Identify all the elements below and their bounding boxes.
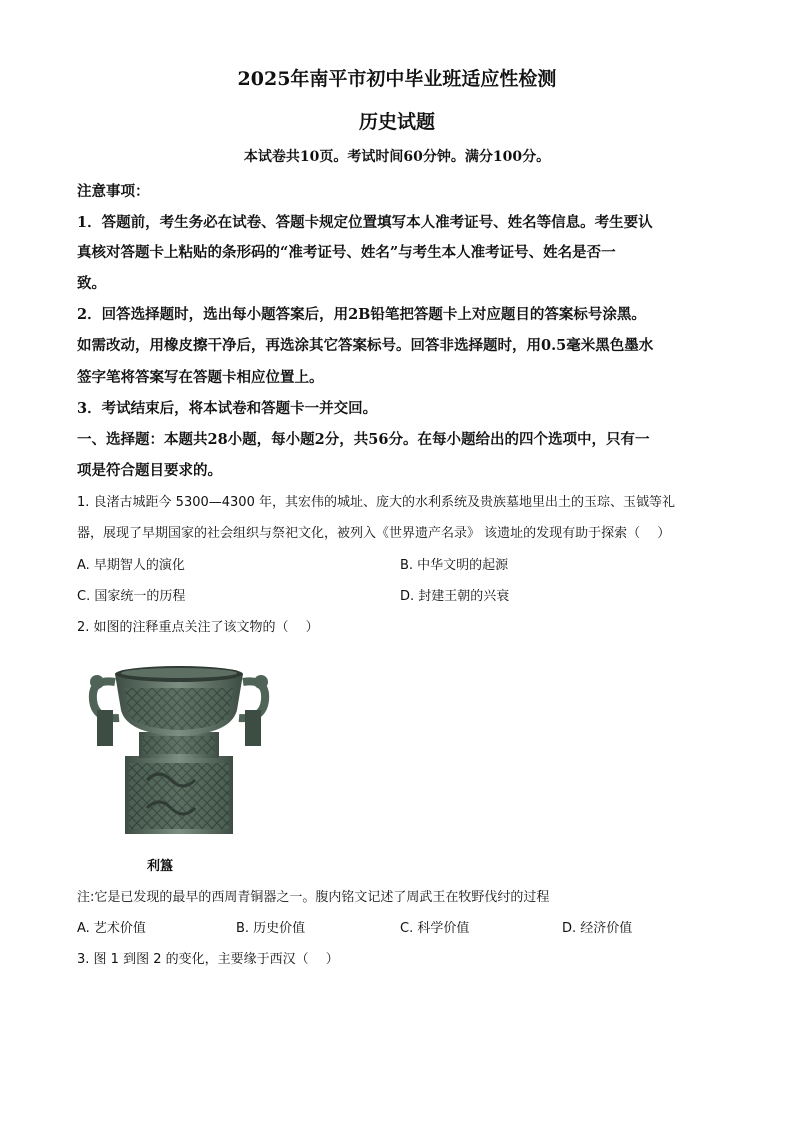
question-3-stem: 3. 图 1 到图 2 的变化，主要缘于西汉（ ）	[77, 952, 339, 967]
notice-line: 3．考试结束后，将本试卷和答题卡一并交回。	[77, 400, 378, 417]
question-1-stem: 1. 良渚古城距今 5300—4300 年，其宏伟的城址、庞大的水利系统及贵族墓地里出土的玉琮、玉钺等礼	[77, 495, 675, 510]
notice-line: 2．回答选择题时，选出每小题答案后，用2B铅笔把答题卡上对应题目的答案标号涂黑。	[77, 306, 646, 323]
question-2-option-a[interactable]: A. 艺术价值	[77, 921, 146, 936]
exam-meta: 本试卷共10页。考试时间60分钟。满分100分。	[243, 149, 551, 165]
question-2-option-d[interactable]: D. 经济价值	[562, 921, 633, 936]
li-gui-bronze-image	[77, 648, 271, 836]
question-2-stem: 2. 如图的注释重点关注了该文物的（ ）	[77, 620, 319, 635]
page-subtitle: 历史试题	[358, 111, 435, 133]
notice-line: 1．答题前，考生务必在试卷、答题卡规定位置填写本人准考证号、姓名等信息。考生要认	[77, 214, 653, 231]
notice-heading: 注意事项：	[77, 183, 150, 200]
section-heading: 一、选择题：本题共28小题，每小题2分，共56分。在每小题给出的四个选项中，只有一	[77, 431, 650, 448]
notice-line: 真核对答题卡上粘贴的条形码的“准考证号、姓名”与考生本人准考证号、姓名是否一	[77, 244, 616, 261]
question-2-option-c[interactable]: C. 科学价值	[400, 921, 470, 936]
notice-line: 如需改动，用橡皮擦干净后，再选涂其它答案标号。回答非选择题时，用0.5毫米黑色墨水	[77, 337, 654, 354]
question-1-option-b[interactable]: B. 中华文明的起源	[400, 558, 509, 573]
page-title: 2025年南平市初中毕业班适应性检测	[237, 68, 557, 90]
question-1-option-d[interactable]: D. 封建王朝的兴衰	[400, 589, 510, 604]
question-2-option-b[interactable]: B. 历史价值	[236, 921, 306, 936]
section-heading: 项是符合题目要求的。	[77, 462, 222, 479]
image-caption: 利簋	[147, 859, 174, 874]
question-1-option-c[interactable]: C. 国家统一的历程	[77, 589, 186, 604]
question-1-option-a[interactable]: A. 早期智人的演化	[77, 558, 185, 573]
question-2-note: 注:它是已发现的最早的西周青铜器之一。腹内铭文记述了周武王在牧野伐纣的过程	[77, 890, 550, 905]
notice-line: 签字笔将答案写在答题卡相应位置上。	[77, 369, 324, 386]
notice-line: 致。	[77, 275, 106, 292]
question-1-stem: 器，展现了早期国家的社会组织与祭祀文化，被列入《世界遗产名录》 该遗址的发现有助于探索（ ）	[77, 526, 671, 541]
